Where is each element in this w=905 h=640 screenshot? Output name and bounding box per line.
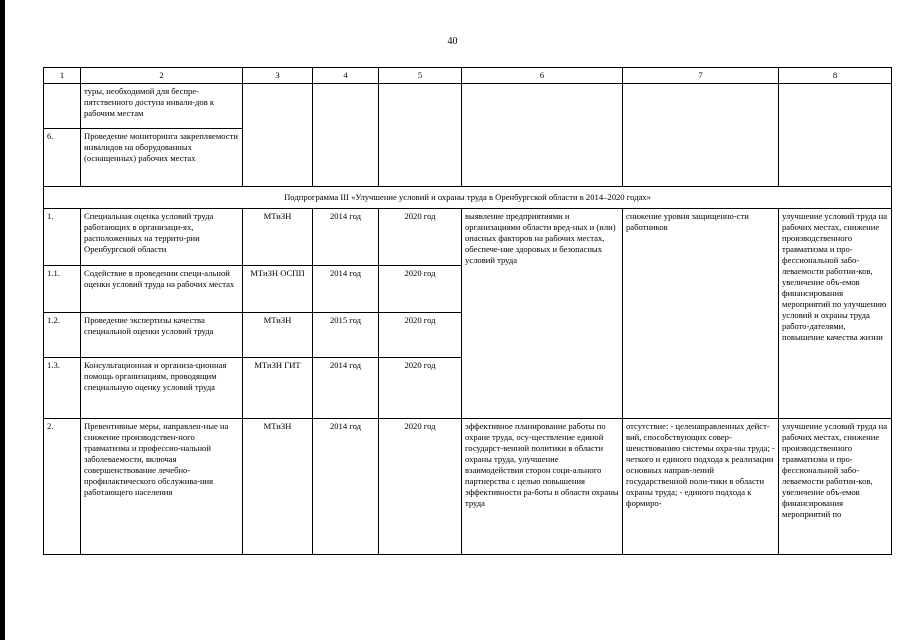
cell-start (313, 84, 379, 187)
cell-name: туры, необходимой для беспре-пятственного доступа инвали-дов к рабочим местам (81, 84, 243, 129)
cell-num: 1. (44, 209, 81, 266)
cell-end: 2020 год (379, 266, 462, 313)
header-cell: 1 (44, 68, 81, 84)
header-cell: 4 (313, 68, 379, 84)
cell-col7: отсутствие: - целенаправленных дейст-вий, способствующих совер-шенствованию системы охра-ны труда; - четкого и единого подхода к реализации основных направ-лений государственной поли-тики в области охраны труда; - единого подхода к формиро- (623, 419, 779, 555)
cell-exec (243, 84, 313, 187)
table-row (44, 84, 892, 129)
header-row (44, 68, 892, 84)
cell-exec: МТиЗН ГИТ (243, 358, 313, 419)
page-number: 40 (447, 36, 458, 47)
cell-name: Специальная оценка условий труда работающих в организаци-ях, расположенных на террито-рии Оренбургской области (81, 209, 243, 266)
cell-name: Проведение мониторинга закрепляемости инвалидов на оборудованных (оснащенных) рабочих местах (81, 129, 243, 187)
cell-num: 1.1. (44, 266, 81, 313)
cell-exec: МТиЗН (243, 419, 313, 555)
cell-end: 2020 год (379, 419, 462, 555)
cell-col8: улучшение условий труда на рабочих местах, снижение производственного травматизма и про-фессиональной забо-леваемости работни-ков, увеличение объ-емов финансирования мероприятий по улучшению условий и охраны труда работо-дателями, повышение качества жизни (779, 209, 892, 419)
header-cell: 5 (379, 68, 462, 84)
cell-name: Проведение экспертизы качества специальной оценки условий труда (81, 313, 243, 358)
subprogram-title: Подпрограмма III «Улучшение условий и охраны труда в Оренбургской области в 2014–2020 годах» (44, 187, 892, 209)
cell-num (44, 84, 81, 129)
cell-start: 2014 год (313, 419, 379, 555)
cell-col8 (779, 84, 892, 187)
cell-start: 2015 год (313, 313, 379, 358)
cell-col6: выявление предприятиями и организациями области вред-ных и (или) опасных факторов на рабочих местах, обеспече-ние здоровых и безопасных условий труда (462, 209, 623, 419)
subprogram-row (44, 187, 892, 209)
scan-edge (0, 0, 5, 640)
cell-end: 2020 год (379, 313, 462, 358)
cell-exec: МТиЗН (243, 209, 313, 266)
cell-start: 2014 год (313, 358, 379, 419)
cell-num: 1.3. (44, 358, 81, 419)
header-cell: 7 (623, 68, 779, 84)
cell-start: 2014 год (313, 209, 379, 266)
header-cell: 3 (243, 68, 313, 84)
cell-end: 2020 год (379, 358, 462, 419)
cell-col6: эффективное планирование работы по охране труда, осу-ществление единой государст-венной политики в области охраны труда, улучшение взаимодействия сторон соци-ального партнерства с целью повышения эффективности ра-боты в области охраны труда (462, 419, 623, 555)
header-cell: 8 (779, 68, 892, 84)
cell-name: Превентивные меры, направлен-ные на снижение производствен-ного травматизма и профессио-нальной заболеваемости, включая совершенствование лечебно-профилактического обслужива-ния работающего населения (81, 419, 243, 555)
cell-end (379, 84, 462, 187)
cell-end: 2020 год (379, 209, 462, 266)
table-row (44, 209, 892, 266)
header-cell: 2 (81, 68, 243, 84)
cell-name: Содействие в проведении специ-альной оценки условий труда на рабочих местах (81, 266, 243, 313)
header-cell: 6 (462, 68, 623, 84)
cell-col7 (623, 84, 779, 187)
measures-table (43, 67, 892, 555)
cell-col8: улучшение условий труда на рабочих местах, снижение производственного травматизма и про-фессиональной забо-леваемости работни-ков, увеличение объ-емов финансирования мероприятий по (779, 419, 892, 555)
table-row (44, 419, 892, 555)
cell-start: 2014 год (313, 266, 379, 313)
cell-exec: МТиЗН ОСПП (243, 266, 313, 313)
cell-col7: снижение уровня защищенно-сти работников (623, 209, 779, 419)
cell-exec: МТиЗН (243, 313, 313, 358)
cell-name: Консультационная и организа-ционная помощь организациям, проводящим специальную оценку условий труда (81, 358, 243, 419)
cell-num: 1.2. (44, 313, 81, 358)
cell-num: 6. (44, 129, 81, 187)
cell-num: 2. (44, 419, 81, 555)
cell-col6 (462, 84, 623, 187)
